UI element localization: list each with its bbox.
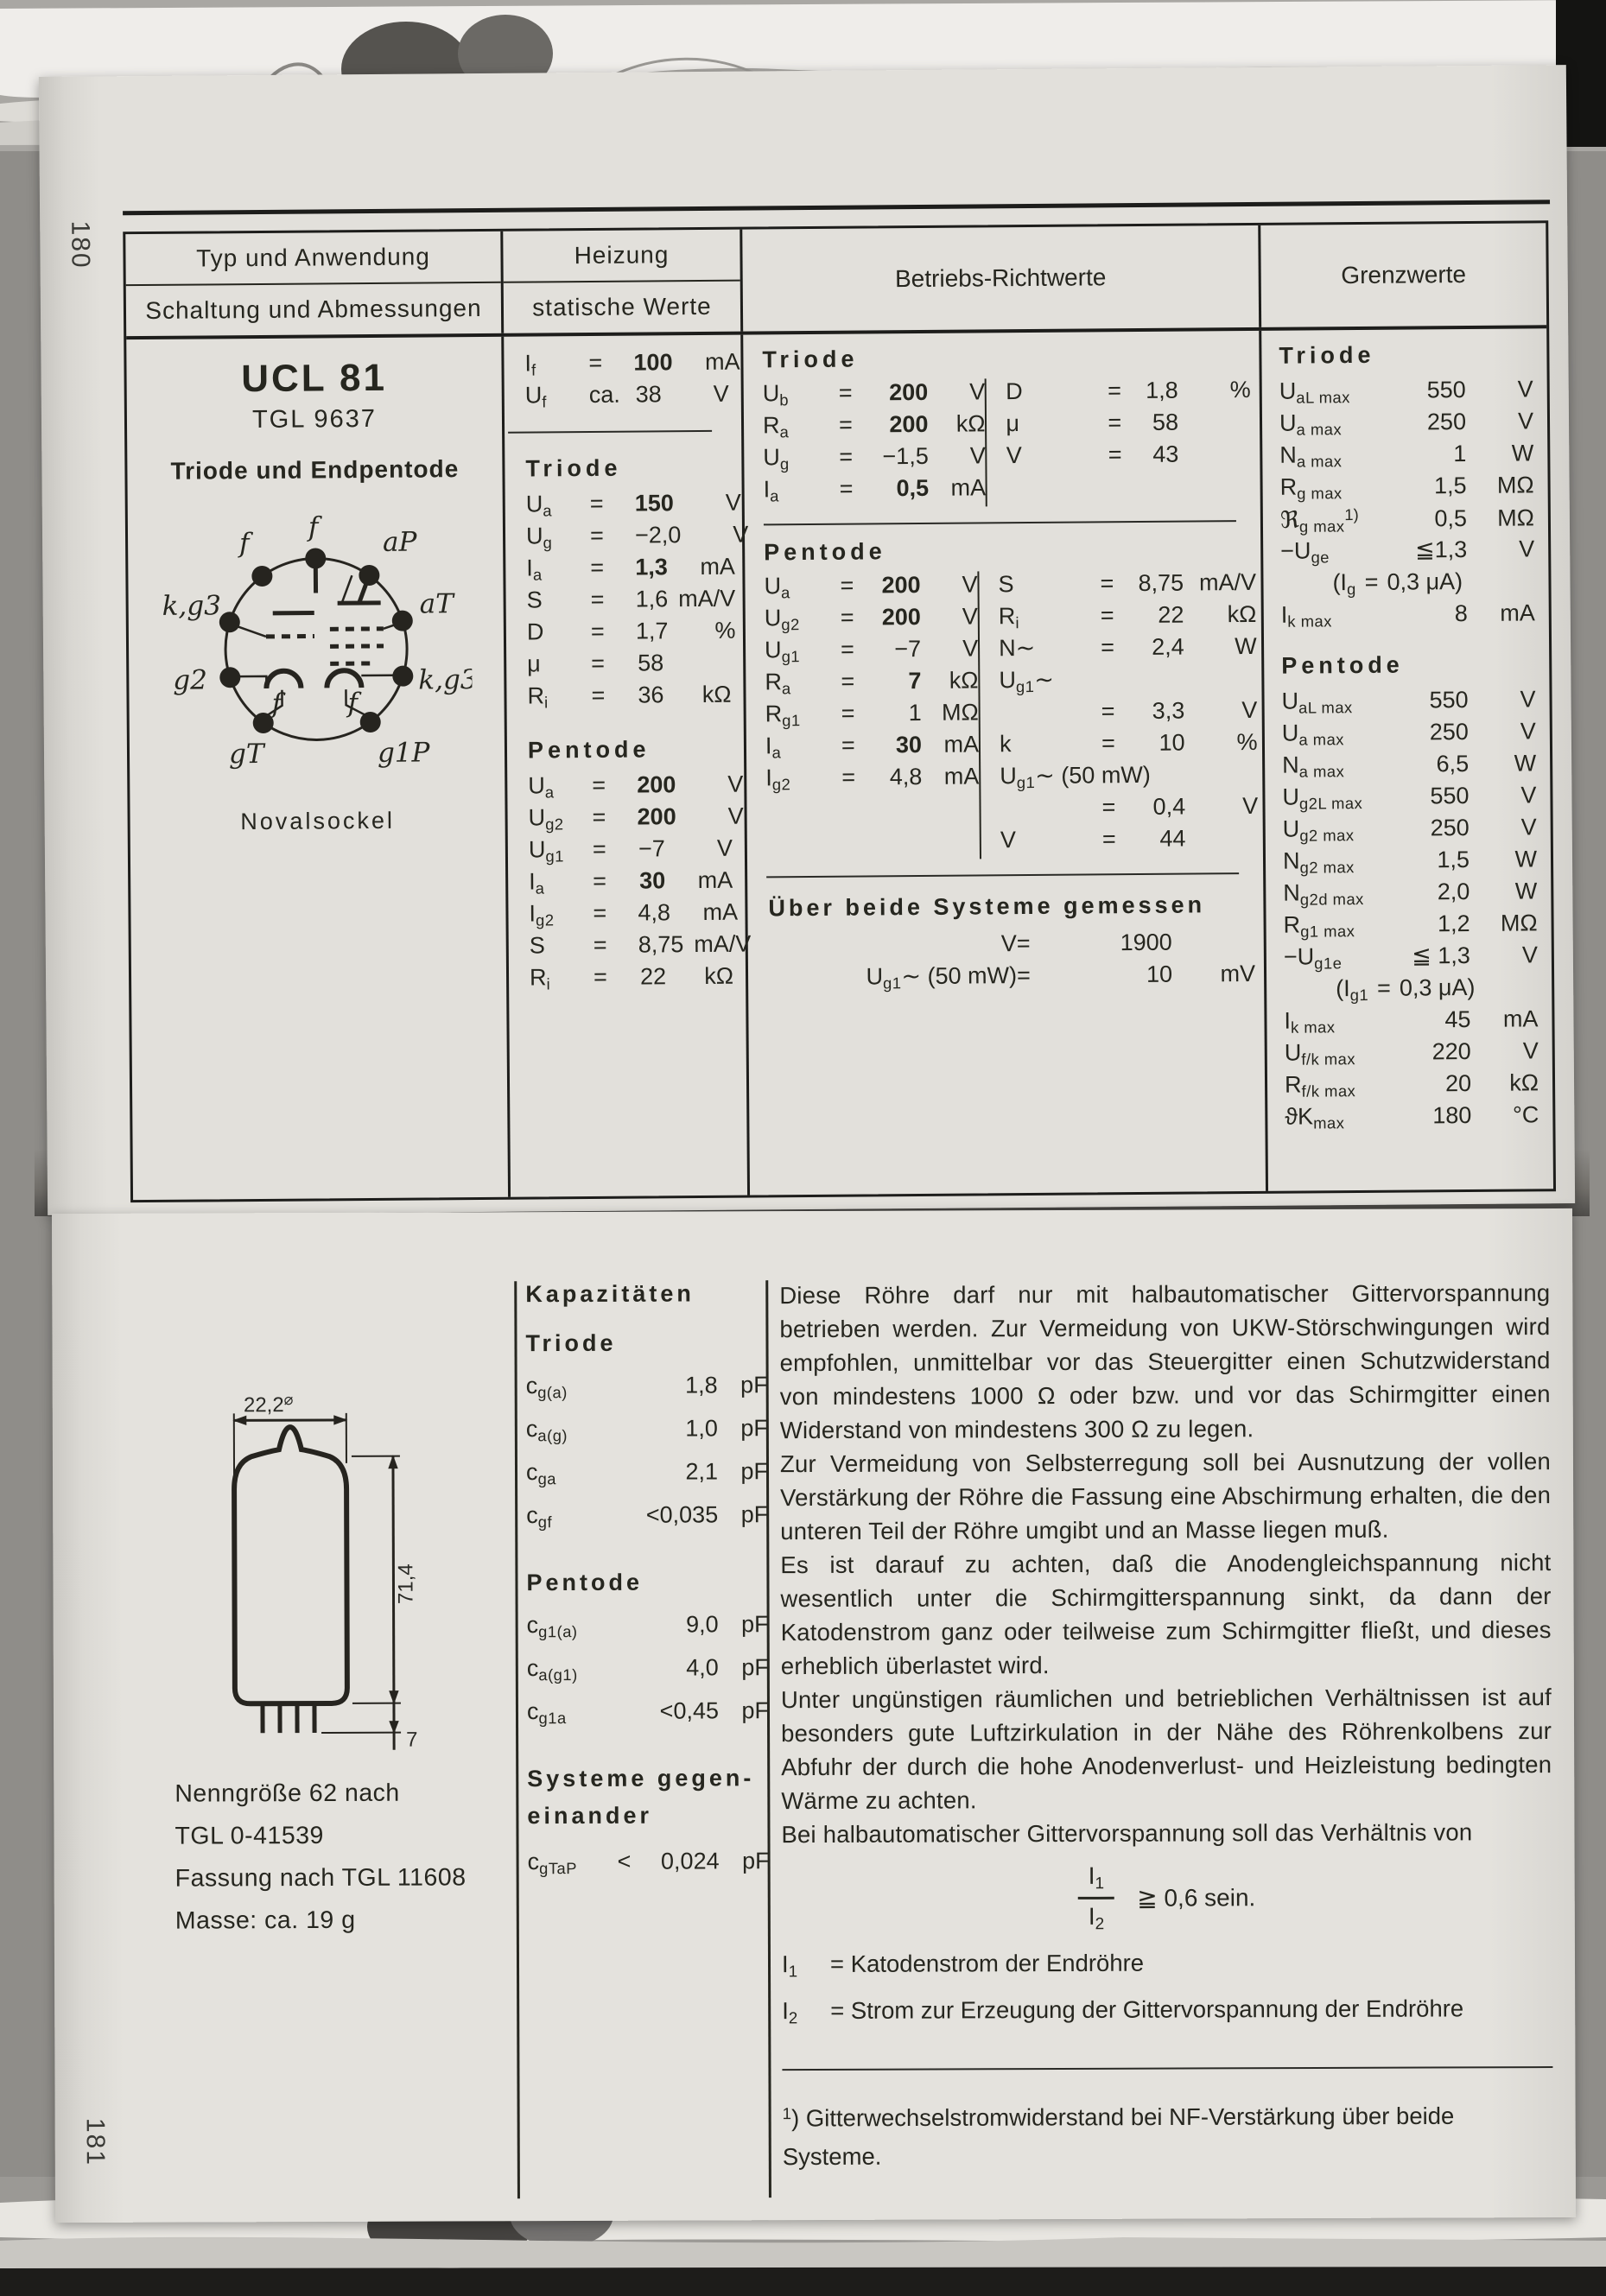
footnote: $^1$) Gitterwechselstromwiderstand bei NF-Verstärkung über beide Systeme. [782, 2102, 1455, 2170]
spec-row: $I_{g2}$ = 4,8 mA [765, 763, 980, 794]
kap-inter-title-2: einander [527, 1802, 653, 1830]
fraction-i1-i2: $\frac{I_1}{I_2}$ [1078, 1862, 1114, 1935]
paragraph-3: Es ist darauf zu achten, daß die Anodengleichspannung nicht wesentlich unter die Schirmgitterspannung sinkt, da dann der Katodenstrom ganz oder teilweise zum Schirmgitter fließt, und dieses erheblich überlastet wird. [780, 1549, 1552, 1680]
header-grenzwerte: Grenzwerte [1341, 260, 1467, 289]
pin-label-f-top: f [308, 511, 319, 543]
grenz-triode-title: Triode [1279, 341, 1375, 369]
static-triode-rows [505, 489, 749, 715]
header-typ: Typ und Anwendung [195, 243, 430, 272]
spec-row: $U_g$ = −1,5 V [763, 442, 986, 473]
col-betriebswerte [743, 331, 1268, 1196]
spec-row: $U_{aL max}$ 550 V [1279, 376, 1533, 407]
betrieb-divider-1 [764, 520, 1236, 525]
heizung-rows [504, 335, 741, 415]
tube-kind: Triode und Endpentode [170, 455, 460, 485]
svg-text:f: f [271, 688, 282, 720]
page-180 [39, 65, 1575, 1215]
spec-row: $R_a$ = 200 kΩ [762, 410, 986, 441]
spec-row: $U_{aL max}$ 550 V [1281, 686, 1536, 717]
spec-row: D = 1,8 % [1006, 376, 1251, 405]
spec-row: $N_{a max}$ 1 W [1279, 440, 1534, 471]
pin-label-g1p: g1P [377, 737, 430, 769]
spec-row: $R_i$ = 36 kΩ [527, 681, 732, 712]
spec-row: $I_{g2}$ = 4,8 mA [529, 898, 739, 929]
svg-text:f: f [347, 688, 359, 720]
spec-row: S = 1,6 mA/V [526, 585, 736, 613]
pin-label-g2: g2 [173, 664, 208, 696]
spec-row: ($I_{g1} = 0,3$ μA) [1336, 974, 1476, 1005]
pin-label-kg3-lowerright: k,g3 [418, 663, 473, 696]
static-triode-title: Triode [525, 454, 622, 482]
spec-row: $R_{g1}$ = 1 MΩ [765, 699, 979, 730]
table-body [126, 328, 1553, 1200]
spec-row: $-U_{g1e}$ ≦ 1,3 V [1283, 942, 1539, 973]
spec-row: N∼ = 2,4 W [999, 632, 1257, 662]
spec-row: μ = 58 [527, 650, 664, 677]
spec-row: $U_{a max}$ 250 V [1279, 408, 1534, 439]
betrieb-triode-left [763, 378, 987, 508]
header-statische: statische Werte [504, 280, 740, 333]
spec-row: $U_b$ = 200 V [762, 378, 986, 409]
betrieb-triode-title: Triode [762, 346, 859, 373]
paragraph-2: Zur Vermeidung von Selbsterregung soll bei Ausnutzung der vollen Verstärkung der Röhre die Fassung eine Abschirmung erhalten, die den unteren Teil der Röhre umgibt und an Masse liegen muß. [779, 1448, 1552, 1545]
spec-row: S = 8,75 mA/V [529, 930, 752, 959]
spec-row: $U_g$ = −2,0 V [525, 521, 749, 552]
col-grenzwerte [1261, 328, 1553, 1191]
spec-row: $R_{g max}$ 1,5 MΩ [1279, 472, 1534, 503]
spec-row: $R_i$ = 22 kΩ [998, 600, 1257, 632]
spec-row: ℜ$_{g max}^{1)}$ 0,5 MΩ [1279, 504, 1535, 536]
static-pentode-title: Pentode [527, 736, 651, 764]
ratio-condition: ≧ 0,6 sein. [1137, 1884, 1256, 1912]
note-line: Masse: ca. 19 g [175, 1906, 356, 1935]
spec-row: $c_{gf}$ <0,035 pF [526, 1501, 769, 1532]
spec-row: $I_a$ = 1,3 mA [526, 553, 735, 584]
spec-row: $R_{g1 max}$ 1,2 MΩ [1283, 910, 1538, 941]
spec-row: $U_{g2}$ = 200 V [764, 603, 978, 634]
spec-row: μ = 58 [1006, 409, 1179, 437]
spec-row: $U_{g2 max}$ 250 V [1282, 814, 1537, 845]
betrieb-divider-2 [766, 872, 1239, 878]
page-number-top: 180 [66, 220, 95, 270]
note-line: Nenngröße 62 nach [175, 1779, 400, 1808]
spec-row: $c_{ga}$ 2,1 pF [525, 1458, 769, 1488]
spec-row: V = 43 [1006, 441, 1179, 469]
spec-row: $U_{g2}$ = 200 V [528, 802, 744, 834]
static-pentode-rows [507, 771, 752, 997]
spec-row: $I_f$ = 100 mA [524, 348, 740, 379]
spec-row: $U_{f/k max}$ 220 V [1284, 1037, 1539, 1069]
grenz-pentode-rows [1281, 686, 1539, 1135]
spec-row: $c_{a(g1)}$ 4,0 pF [526, 1654, 769, 1684]
spec-row: $c_{g1(a)}$ 9,0 pF [526, 1611, 769, 1641]
socket-diagram [160, 505, 473, 797]
spec-row: $U_a$ = 200 V [764, 571, 978, 602]
spec-row: $U_a$ = 150 V [525, 489, 741, 520]
spec-row: $I_a$ = 0,5 mA [763, 474, 987, 505]
spec-row: $U_{g1}\sim$ [999, 666, 1055, 696]
spec-row: $U_{g2L max}$ 550 V [1282, 782, 1537, 813]
paragraph-5: Bei halbautomatischer Gittervorspannung soll das Verhältnis von [781, 1818, 1473, 1849]
paragraph-1: Diese Röhre darf nur mit halbautomatischer Gittervorspannung betrieben werden. Zur Vermeidung von UKW-Störschwingungen wird empfohlen, unmittelbar vor das Steuergitter einen Schutzwiderstand von mindestens 1000 Ω oder bzw. und vor das Schirmgitter einen Widerstand von mindestens 300 Ω zu legen. [779, 1279, 1551, 1444]
note-line: TGL 0-41539 [175, 1821, 324, 1850]
spec-row: $c_{g(a)}$ 1,8 pF [525, 1372, 768, 1402]
spec-row: $c_{gTaP}$ < 0,024 pF [527, 1848, 770, 1878]
header-col1 [125, 232, 504, 336]
spec-row: $R_{f/k max}$ 20 kΩ [1284, 1069, 1539, 1100]
kap-inter-rows [528, 1848, 770, 1892]
fraction-bar [1078, 1897, 1114, 1900]
pin-label-f-topleft: f [238, 528, 250, 560]
header-col2 [503, 230, 743, 333]
spec-row: $ϑK_{max}$ 180 °C [1285, 1101, 1539, 1132]
spec-row: $U_{g1}\sim$ (50 mW) = 10 mV [866, 960, 1256, 993]
page-number-bottom: 181 [80, 2117, 110, 2166]
spec-row: $U_{g1}$ = −7 V [764, 635, 979, 666]
tube-name: UCL 81 [241, 356, 388, 401]
spec-row: $-U_{ge}$ ≦1,3 V [1280, 536, 1535, 567]
outline-notes [175, 1772, 467, 1942]
spec-row: $U_{a max}$ 250 V [1281, 718, 1536, 749]
spec-row: $U_a$ = 200 V [528, 771, 744, 802]
pin-label-gt: gT [228, 738, 264, 771]
betrieb-pentode-split [764, 568, 1259, 860]
ratio-formula [782, 1861, 1552, 1936]
spec-row: $N_{g2 max}$ 1,5 W [1282, 846, 1538, 877]
grenz-triode-rows [1279, 376, 1535, 633]
kap-pentode-title: Pentode [526, 1569, 644, 1596]
paragraph-4: Unter ungünstigen räumlichen und betrieblichen Verhältnissen ist auf besonders gute Luftzirkulation in der Nähe des Röhrenkolbens zur Abfuhr der durch die hohe Anodenverlust- und Heizleistung bedingten Wärme zu achten. [780, 1684, 1552, 1815]
spec-row: $U_f$ ca. 38 V [524, 380, 729, 411]
text-column [779, 1276, 1553, 2176]
capacitance-column [525, 1280, 769, 1892]
table-top-rule [123, 200, 1550, 215]
tube-standard: TGL 9637 [251, 404, 378, 434]
outline-dim-height: 71,4 [394, 1563, 418, 1605]
spec-row: $c_{a(g)}$ 1,0 pF [525, 1415, 768, 1445]
grenz-pentode-title: Pentode [1281, 651, 1404, 679]
kap-title: Kapazitäten [525, 1280, 695, 1308]
pin-label-at: aT [419, 588, 454, 620]
spec-row: $I_{k max}$ 45 mA [1284, 1005, 1539, 1037]
spec-row: D = 1,7 % [526, 617, 736, 645]
table-header [125, 223, 1546, 339]
spec-row: $R_i$ = 22 kΩ [529, 962, 734, 993]
tube-outline-drawing [182, 1376, 469, 1761]
pin-label-kg3-upperleft: k,g3 [162, 590, 222, 622]
header-heizung: Heizung [574, 241, 670, 270]
kap-inter-title-1: Systeme gegen- [527, 1765, 755, 1792]
betrieb-pentode-title: Pentode [764, 538, 886, 566]
kap-pentode-rows [527, 1611, 770, 1741]
page-181 [52, 1208, 1576, 2223]
spec-row: $N_{g2d max}$ 2,0 W [1283, 878, 1538, 909]
both-systems-title: Über beide Systeme gemessen [768, 891, 1206, 922]
outline-dim-pin: 7 [406, 1728, 418, 1752]
pin-label-ap: aP [382, 526, 417, 558]
definition-i1: $I_1$ = Katodenstrom der Endröhre [781, 1949, 1145, 1980]
spec-row: k = 10 % [999, 728, 1258, 758]
definition-i2: $I_2$ = Strom zur Erzeugung der Gittervorspannung der Endröhre [782, 1995, 1464, 2027]
header-schaltung: Schaltung und Abmessungen [126, 282, 501, 336]
spec-row: V = 44 [1000, 825, 1186, 853]
footnote-rule [782, 2066, 1552, 2071]
outline-dim-width: 22,2⌀ [243, 1391, 294, 1418]
kap-triode-rows [526, 1372, 769, 1545]
header-betriebs: Betriebs-Richtwerte [742, 225, 1261, 332]
note-line: Fassung nach TGL 11608 [175, 1863, 467, 1893]
betrieb-pentode-left [764, 571, 980, 860]
kap-triode-title: Triode [525, 1329, 617, 1357]
spec-row: = 3,3 V [1101, 696, 1258, 725]
spec-row: = 0,4 V [1101, 792, 1259, 821]
spec-row: $I_a$ = 30 mA [529, 866, 733, 897]
betrieb-triode-split [763, 377, 1252, 508]
spec-row: $U_{g1}$ = −7 V [528, 834, 733, 866]
spec-row: $R_a$ = 7 kΩ [765, 667, 979, 698]
spec-row: S = 8,75 mA/V [998, 568, 1257, 598]
betrieb-triode-right [985, 377, 1252, 506]
heizung-divider [508, 430, 712, 434]
spec-row: $c_{g1a}$ <0,45 pF [526, 1697, 770, 1728]
spec-row: $U_{g1}\sim$ (50 mW) [1000, 761, 1151, 792]
spec-row: $I_{k max}$ 8 mA [1280, 599, 1535, 631]
both-systems-rows [767, 929, 1256, 996]
col-typ [126, 337, 511, 1200]
col-heizung [504, 335, 750, 1197]
socket-caption: Novalsockel [240, 807, 396, 835]
spec-row: ($I_g = 0,3$ μA) [1332, 568, 1463, 599]
spec-row: $N_{a max}$ 6,5 W [1282, 750, 1537, 781]
betrieb-pentode-right [977, 569, 1258, 859]
spec-row: V = 1900 [1000, 929, 1172, 957]
spec-table [123, 220, 1556, 1202]
spec-row: $I_a$ = 30 mA [765, 731, 980, 762]
column-rule-left [514, 1281, 520, 2198]
